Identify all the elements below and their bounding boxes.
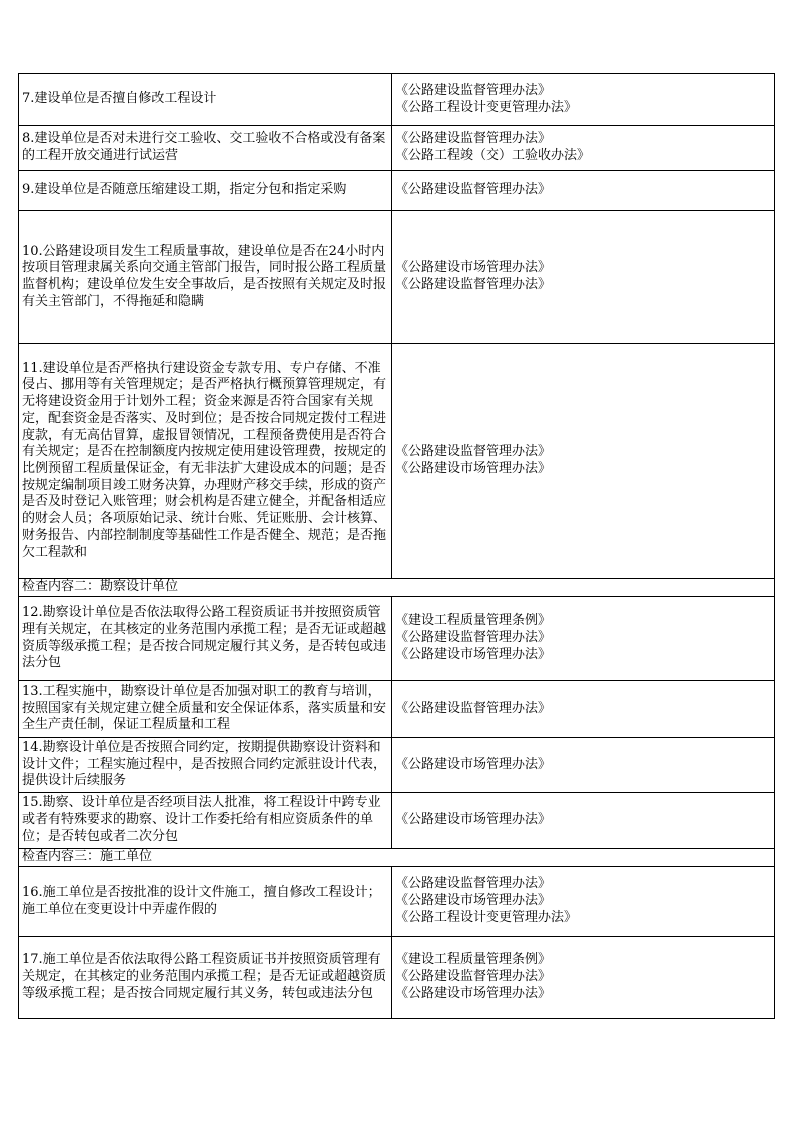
legal-basis-item: 《公路建设监督管理办法》 [395,182,552,198]
legal-basis-item: 《公路建设市场管理办法》 [395,812,552,828]
legal-basis-item: 《公路建设监督管理办法》 [395,969,552,985]
table-row [19,738,775,793]
table-row [19,171,775,211]
legal-basis-item: 《建设工程质量管理条例》 [395,613,552,629]
legal-basis-item: 《公路建设监督管理办法》 [395,876,552,892]
legal-basis-item: 《公路建设监督管理办法》 [395,630,552,646]
legal-basis-cell [392,344,775,579]
legal-basis-item: 《公路工程设计变更管理办法》 [395,909,578,925]
legal-basis-item: 《公路工程竣（交）工验收办法》 [395,148,591,163]
legal-basis-item: 《公路建设监督管理办法》 [395,82,552,98]
legal-basis-cell [392,211,775,344]
check-content-cell: 9.建设单位是否随意压缩建设工期，指定分包和指定采购 [19,171,392,211]
legal-basis-item: 《公路建设市场管理办法》 [395,461,552,476]
check-content-cell: 12.勘察设计单位是否依法取得公路工程资质证书并按照资质管理有关规定，在其核定的业务范围内承揽工程；是否无证或超越资质等级承揽工程；是否按合同规定履行其义务，是否转包或违法分包 [19,597,392,681]
legal-basis-item: 《公路建设监督管理办法》 [395,444,552,460]
check-content-cell: 14.勘察设计单位是否按照合同约定，按期提供勘察设计资料和设计文件；工程实施过程中，是否按照合同约定派驻设计代表，提供设计后续服务 [19,738,392,793]
legal-basis-item: 《公路建设市场管理办法》 [395,985,552,1001]
legal-basis-item: 《公路建设监督管理办法》 [395,131,552,147]
check-content-cell: 7.建设单位是否擅自修改工程设计 [19,74,392,126]
check-content-cell: 13.工程实施中，勘察设计单位是否加强对职工的教育与培训，按照国家有关规定建立健全质量和安全保证体系，落实质量和安全生产责任制，保证工程质量和工程 [19,681,392,738]
legal-basis-cell [392,738,775,793]
section-header-row [19,849,775,867]
legal-basis-cell [392,74,775,126]
section-header-row [19,579,775,597]
check-content-cell: 10.公路建设项目发生工程质量事故，建设单位是否在24小时内按项目管理隶属关系向交通主管部门报告，同时报公路工程质量监督机构；建设单位发生安全事故后，是否按照有关规定及时报有关主管部门，不得拖延和隐瞒 [19,211,392,344]
legal-basis-cell [392,681,775,738]
table-row [19,211,775,344]
legal-basis-cell [392,867,775,937]
legal-basis-cell [392,937,775,1019]
legal-basis-item: 《公路建设监督管理办法》 [395,277,552,292]
legal-basis-item: 《公路建设市场管理办法》 [395,893,552,909]
legal-basis-cell [392,126,775,171]
table-row [19,793,775,849]
table-row [19,867,775,937]
table-row [19,74,775,126]
table-row [19,937,775,1019]
legal-basis-item: 《建设工程质量管理条例》 [395,952,552,968]
table-row [19,681,775,738]
legal-basis-item: 《公路建设市场管理办法》 [395,646,552,662]
inspection-checklist-table [18,73,775,1019]
check-content-cell: 11.建设单位是否严格执行建设资金专款专用、专户存储、不准侵占、挪用等有关管理规定；是否严格执行概预算管理规定，有无将建设资金用于计划外工程；资金来源是否符合国家有关规定，配套资金是否落实、及时到位；是否按合同规定拨付工程进度款，有无高估冒算，虚报冒领情况，工程预备费使用是否符合有关规定；是否在控制额度内按规定使用建设管理费，按规定的比例预留工程质量保证金，有无非法扩大建设成本的问题；是否按规定编制项目竣工财务决算，办理财产移交手续，形成的资产是否及时登记入账管理；财会机构是否建立健全，并配备相适应的财会人员；各项原始记录、统计台账、凭证账册、会计核算、财务报告、内部控制制度等基础性工作是否健全、规范；是否拖欠工程款和 [19,344,392,579]
legal-basis-item: 《公路建设市场管理办法》 [395,756,552,772]
table-row [19,597,775,681]
legal-basis-cell [392,793,775,849]
section-title: 检查内容二：勘察设计单位 [19,579,775,597]
check-content-cell: 16.施工单位是否按批准的设计文件施工，擅自修改工程设计；施工单位在变更设计中弄虚作假的 [19,867,392,937]
legal-basis-item: 《公路工程设计变更管理办法》 [395,99,578,115]
table-row [19,344,775,579]
table-row [19,126,775,171]
legal-basis-item: 《公路建设市场管理办法》 [395,260,552,276]
legal-basis-cell [392,171,775,211]
legal-basis-item: 《公路建设监督管理办法》 [395,700,552,716]
check-content-cell: 15.勘察、设计单位是否经项目法人批准，将工程设计中跨专业或者有特殊要求的勘察、设计工作委托给有相应资质条件的单位；是否转包或者二次分包 [19,793,392,849]
check-content-cell: 17.施工单位是否依法取得公路工程资质证书并按照资质管理有关规定，在其核定的业务范围内承揽工程；是否无证或超越资质等级承揽工程；是否按合同规定履行其义务，转包或违法分包 [19,937,392,1019]
legal-basis-cell [392,597,775,681]
check-content-cell: 8.建设单位是否对未进行交工验收、交工验收不合格或没有备案的工程开放交通进行试运营 [19,126,392,171]
section-title: 检查内容三：施工单位 [19,849,775,867]
